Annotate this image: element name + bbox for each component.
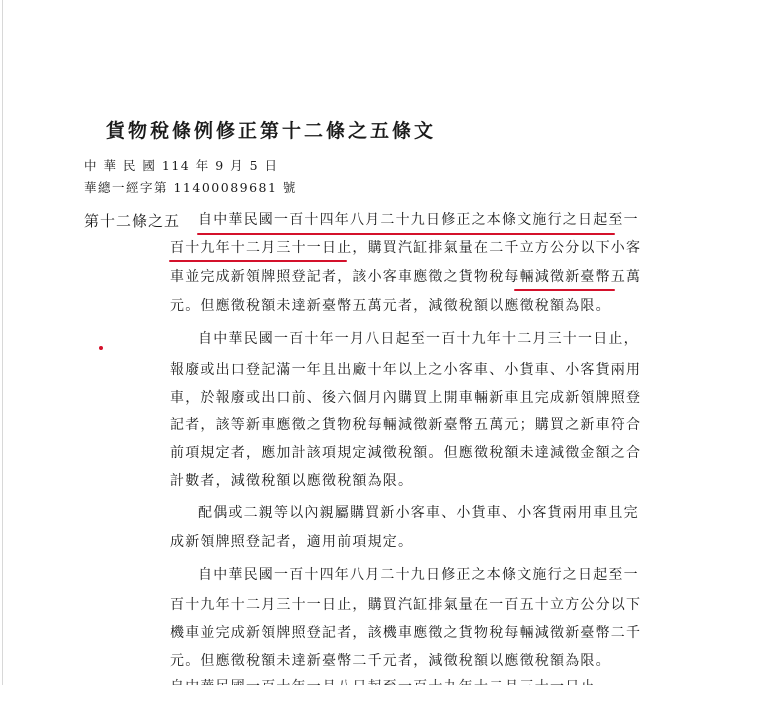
promulgation-date: 中 華 民 國 114 年 9 月 5 日: [84, 158, 279, 173]
text-line: 百十九年十二月三十一日止，購買汽缸排氣量在一百五十立方公分以下: [170, 597, 642, 613]
text-line: 元。但應徵稅額未達新臺幣二千元者，減徵稅額以應徵稅額為限。: [170, 653, 611, 669]
text-line: 計數者，減徵稅額以應徵稅額為限。: [170, 473, 414, 489]
text-line: 自中華民國一百十年一月八日起至一百十九年十二月三十一日止，: [198, 331, 639, 347]
text-line: 車並完成新領牌照登記者，該小客車應徵之貨物稅每輛減徵新臺幣五萬: [170, 269, 642, 285]
text-line: 自中華民國一百十四年八月二十九日修正之本條文施行之日起至一: [198, 212, 639, 228]
article-label: 第十二條之五: [84, 212, 181, 230]
red-mark: [99, 346, 103, 350]
text-line: 記者，該等新車應徵之貨物稅每輛減徵新臺幣五萬元；購買之新車符合: [170, 417, 642, 433]
page-edge: [2, 0, 3, 686]
highlight-underline: [169, 260, 347, 262]
text-line: 車，於報廢或出口前、後六個月內購買上開車輛新車且完成新領牌照登: [170, 390, 642, 406]
text-line: 機車並完成新領牌照登記者，該機車應徵之貨物稅每輛減徵新臺幣二千: [170, 625, 642, 641]
text-line: 報廢或出口登記滿一年且出廠十年以上之小客車、小貨車、小客貨兩用: [170, 362, 642, 378]
text-line: 前項規定者，應加計該項規定減徵稅額。但應徵稅額未達減徵金額之合: [170, 445, 642, 461]
text-line: 成新領牌照登記者，適用前項規定。: [170, 534, 414, 550]
document-number: 華總一經字第 11400089681 號: [84, 180, 297, 195]
text-line: 配偶或二親等以內親屬購買新小客車、小貨車、小客貨兩用車且完: [198, 505, 639, 521]
text-line: 元。但應徵稅額未達新臺幣五萬元者，減徵稅額以應徵稅額為限。: [170, 298, 611, 314]
document-title: 貨物稅條例修正第十二條之五條文: [106, 120, 437, 142]
highlight-underline: [197, 233, 615, 235]
text-line: 百十九年十二月三十一日止，購買汽缸排氣量在二千立方公分以下小客: [170, 240, 642, 256]
text-line: 自中華民國一百十四年八月二十九日修正之本條文施行之日起至一: [198, 567, 639, 583]
highlight-underline: [514, 289, 615, 291]
page-gap: [0, 685, 780, 714]
